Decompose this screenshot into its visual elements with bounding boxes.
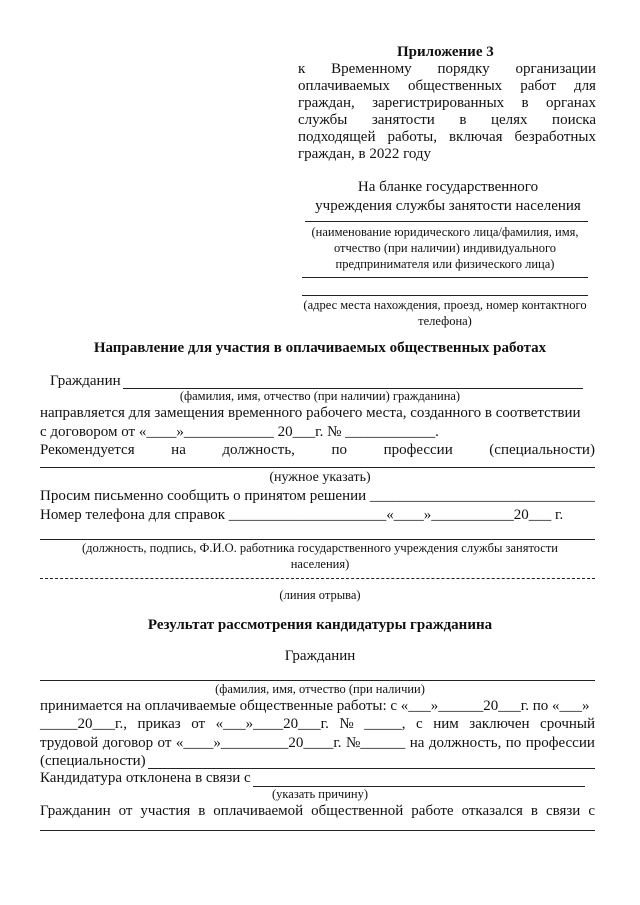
org-caption-line-3: предпринимателя или физического лица) <box>335 257 555 271</box>
order-word: № <box>339 716 354 732</box>
tear-line <box>40 578 595 579</box>
appendix-word: включая <box>448 129 503 145</box>
appendix-word: подходящей <box>298 129 376 145</box>
refused-word: оплачиваемой <box>213 803 304 819</box>
order-word: срочный <box>540 716 595 732</box>
contract-word: профессии <box>525 735 595 751</box>
refused-word: работе <box>411 803 454 819</box>
recommend-word: по <box>331 442 348 458</box>
order-word: «___»____20___г. <box>215 716 329 732</box>
address-caption-line-1: (адрес места нахождения, проезд, номер контактного <box>303 298 587 312</box>
appendix-word: Временному <box>331 61 412 77</box>
appendix-word: службы <box>298 112 348 128</box>
order-word: ним <box>433 716 459 732</box>
appendix-word: безработных <box>514 129 596 145</box>
tear-line-caption: (линия отрыва) <box>279 588 361 602</box>
org-caption-line-1: (наименование юридического лица/фамилия, имя, <box>311 225 579 239</box>
order-word: от <box>191 716 206 732</box>
order-word: с <box>416 716 423 732</box>
appendix-title: Приложение 3 <box>397 44 494 60</box>
refused-word: в <box>198 803 206 819</box>
appendix-word: организации <box>515 61 596 77</box>
result-title: Результат рассмотрения кандидатуры гражданина <box>147 617 493 633</box>
referral-citizen-label: Гражданин <box>50 373 121 389</box>
order-word: приказ <box>137 716 181 732</box>
appendix-word: зарегистрированных <box>372 95 505 111</box>
appendix-line <box>298 129 596 146</box>
address-field-2[interactable] <box>302 295 588 296</box>
appendix-word: органах <box>546 95 596 111</box>
referral-title: Направление для участия в оплачиваемых общественных работах <box>93 340 547 356</box>
rejected-label: Кандидатура отклонена в связи с <box>40 770 251 786</box>
appendix-word: общественных <box>407 78 503 94</box>
refused-word: от <box>118 803 133 819</box>
contract-word: от <box>157 735 172 751</box>
appendix-word: граждан, <box>298 95 355 111</box>
refused-word: связи <box>545 803 581 819</box>
result-citizen-name-field[interactable] <box>40 680 595 681</box>
contract-word: №______ <box>345 735 406 751</box>
refused-line <box>40 803 595 820</box>
order-line <box>40 716 595 733</box>
refused-word: общественной <box>311 803 404 819</box>
specialty-field[interactable] <box>148 768 595 769</box>
recommend-word: должность, <box>222 442 295 458</box>
contract-word: трудовой <box>40 735 99 751</box>
refused-word: с <box>588 803 595 819</box>
refused-word: в <box>530 803 538 819</box>
reason-caption: (указать причину) <box>271 787 368 801</box>
signature-caption-1: (должность, подпись, Ф.И.О. работника государственного учреждения службы занятости <box>81 541 558 555</box>
refused-word: участия <box>140 803 191 819</box>
contract-word: по <box>505 735 522 751</box>
signature-caption-2: населения) <box>290 557 350 571</box>
specialty-label: (специальности) <box>40 753 146 769</box>
refused-word: Гражданин <box>40 803 111 819</box>
recommend-word: профессии <box>383 442 453 458</box>
letterhead-line-1: На бланке государственного <box>357 179 539 195</box>
appendix-line <box>298 61 596 78</box>
address-field-1[interactable] <box>302 277 588 278</box>
recommend-word: (специальности) <box>489 442 595 458</box>
position-field[interactable] <box>40 467 595 468</box>
recommend-word: Рекомендуется <box>40 442 135 458</box>
signature-field[interactable] <box>40 539 595 540</box>
appendix-word: в <box>521 95 529 111</box>
contract-word: на <box>409 735 425 751</box>
letterhead-line-2: учреждения службы занятости населения <box>315 198 581 214</box>
appendix-line <box>298 112 596 129</box>
address-caption-line-2: телефона) <box>418 314 472 328</box>
directed-line: направляется для замещения временного рабочего места, созданного в соответствии <box>40 405 581 421</box>
accepted-line: принимается на оплачиваемые общественные работы: с «___»______20___г. по «___» <box>40 698 590 714</box>
refusal-reason-field[interactable] <box>40 830 595 831</box>
specify-caption: (нужное указать) <box>269 470 371 485</box>
appendix-word: порядку <box>437 61 490 77</box>
decision-request-line[interactable]: Просим письменно сообщить о принятом решении ______________________________ <box>40 488 595 504</box>
recommend-line <box>40 442 595 459</box>
appendix-word: работы, <box>387 129 437 145</box>
appendix-word: в <box>459 112 467 128</box>
contract-date-line <box>40 735 595 752</box>
appendix-word: поиска <box>552 112 596 128</box>
appendix-line <box>298 78 596 95</box>
appendix-word: работ <box>520 78 556 94</box>
contract-word: договор <box>102 735 154 751</box>
citizen-caption: (фамилия, имя, отчество (при наличии) гражданина) <box>179 389 461 403</box>
phone-line[interactable]: Номер телефона для справок _____________________«____»___________20___ г. <box>40 507 564 523</box>
appendix-word: к <box>298 61 306 77</box>
recommend-word: на <box>171 442 186 458</box>
appendix-word: для <box>573 78 596 94</box>
appendix-word: целях <box>490 112 528 128</box>
contract-word: «____»_________20____г. <box>175 735 342 751</box>
order-word: _____20___г., <box>40 716 127 732</box>
org-name-field[interactable] <box>305 221 588 222</box>
contract-line: с договором от «____»____________ 20___г. № ____________. <box>40 424 439 440</box>
org-caption-line-2: отчество (при наличии) индивидуального <box>333 241 557 255</box>
result-citizen-caption: (фамилия, имя, отчество (при наличии) <box>215 682 425 696</box>
order-word: заключен <box>469 716 530 732</box>
appendix-word: оплачиваемых <box>298 78 390 94</box>
appendix-word: занятости <box>371 112 435 128</box>
refused-word: отказался <box>461 803 523 819</box>
appendix-line <box>298 95 596 112</box>
result-citizen-label: Гражданин <box>284 648 356 664</box>
order-word: _____, <box>364 716 406 732</box>
contract-word: должность, <box>428 735 502 751</box>
appendix-last-line: граждан, в 2022 году <box>298 146 432 162</box>
